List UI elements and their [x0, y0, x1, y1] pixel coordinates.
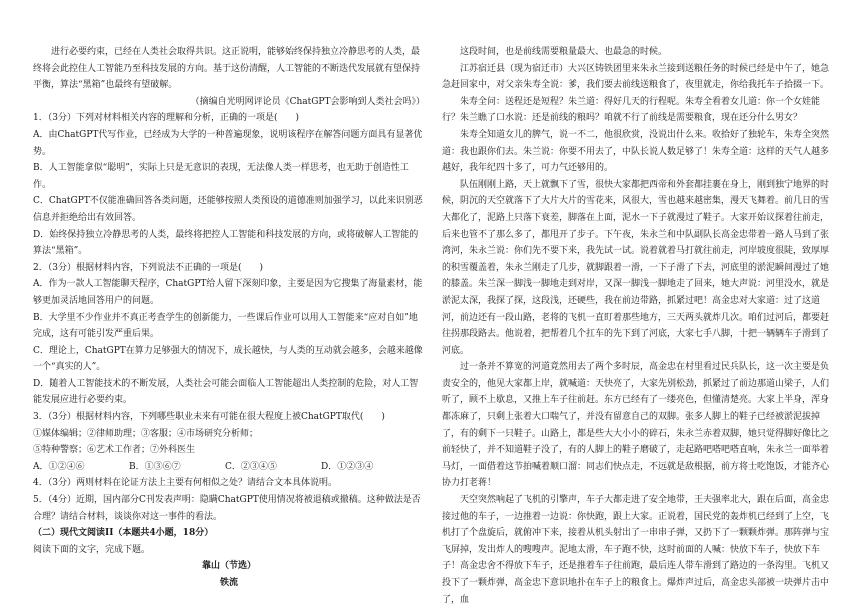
q3-choice-c: C．②③④⑤ — [225, 461, 277, 472]
section-heading: （二）现代文阅读II（本题共4小题，18分） — [33, 528, 214, 539]
q4-question: 4．（3分）两则材料在论证方法上主要有何相似之处？请结合文本具体说明。 — [33, 478, 337, 489]
q3-choice-d: D．①②③④ — [321, 461, 374, 472]
q1-option-a: A．由ChatGPT代写作业，已经成为大学的一种普遍现象，说明该程序在解答问题方面具有显著优势。 — [33, 129, 423, 157]
story-paragraph: 天空突然响起了飞机的引擎声，车子大都走进了安全地带，王夫强率北大，跟在后面，高金忠接过他的车子，一边推着一边说：你快跑，跟上大家。正说着，国民党的轰炸机已经到了上空，飞机打了个盘旋后，就俯冲下来，接着从机头射出了一串串子弹，又扔下了一颗颗炸弹。那阵弹与宝飞屏掉，发出炸人的嗖嗖声。泥地太滑，车子跑不快，这时前面的人喊：快放下车子，快放下车子！高金忠舍不得放下车子，还是推着车子往前跑，最后连人带车滑到了路边的一条沟里。飞机又投下了一颗炸弹，高金忠下意识地扑在车子上的粮食上。爆炸声过后，高金忠头部被一块弹片击中了，血 — [442, 495, 830, 605]
q2-option-d: D．随着人工智能技术的不断发展，人类社会可能会面临人工智能超出人类控制的危险，对人工智能发展应进行必要约束。 — [33, 378, 419, 406]
passage-title: 靠山（节选） — [201, 561, 256, 572]
q1-stem: 1．（3分）下列对材料相关内容的理解和分析，正确的一项是( ) — [33, 113, 299, 124]
q2-option-b: B．大学里不少作业并不真正考查学生的创新能力，一些课后作业可以用人工智能来“应对自如”地完成，这有可能引发严重后果。 — [33, 312, 418, 340]
passage-author: 铁流 — [219, 578, 238, 588]
q3-choices — [33, 459, 425, 476]
q2-option-c: C．理论上，ChatGPT在算力足够强大的情况下，成长越快，与人类的互动就会越多，会越来越像一个“真实的人”。 — [33, 345, 423, 373]
q3-items-line2: ⑤特种警察；⑥艺术工作者；⑦外科医生 — [33, 445, 196, 456]
story-paragraph: 过一条并不算宽的河道竟然用去了两个多时辰，高金忠在村里看过民兵队长，这一次主要是负责安全的，他见大家都上岸，就喊道：天快亮了，大家先别松劲，抓紧过了前边那道山梁子，人们听了，顾不上歇息，又推上车子往前赶。东方已经有了一缕亮色，但懂清楚亮。大家上半身，浑身都冻麻了，只剩上张着大口喘气了，并没有留意自己的双脚。张多人脚上的鞋子已经被淤泥拔掉了，有的剩下一只鞋子。山路上，都是些大大小小的碎石，朱永兰赤着双脚，她只觉得脚好像比之前轻快了，并不知道鞋子没了，有的人脚上的鞋子磨破了，走起路吧嗒吧嗒直响，朱永兰一面举着马灯，一面借着这节拍喊着顺口溜：同志们快点走，不远就是敌根据，前方将士吃饱饭，才能齐心协力打老蒋！ — [442, 362, 830, 489]
story-paragraph: 队伍刚刚上路，天上就飘下了雪，很快大家都把西帝和外套都挂裹在身上，刚到独宁地界的时候，阴沉的天空就落下了大片大片的雪花来，风很大，雪也越来越密集，漫天飞舞着。前几日的雪大都化了，泥路上只落下衰差，脚落在上面，泥水一下子就漫过了鞋子。大家开始议探着往前走，后来也管不了那么多了，都甩开了步子。下午夜，朱永兰和中队副队长高金忠带着一路人马到了张湾河，朱永兰说：你们先不要下来，我先试一试。说着就着马打就往前走，河岸坡度很陡，致厚厚的积雪覆盖着，朱永兰刚走了几步，就脚跟着一滑，一下子滑了下去，河底里的淤泥瞬间漫过了她的膝盖。朱兰深一脚浅一脚地走到对岸，又深一脚浅一脚地走了回来，她大声说：河里没水，就是淤泥太深，我探了探，这段浅，还硬些，我在前边带路，抓紧过吧！高金忠对大家道：过了这道河，前边还有一段山路，老将的飞机一直盯着那些地方，三天两头就炸几次。咱们过河后，都要赶往拐那段路去。他说着，把帮着几个扛车的先下到了河底，大家七手八脚，十把一辆辆车子滑到了河底。 — [442, 179, 830, 356]
q1-option-b: B．人工智能拿似“聪明”，实际上只是无意识的表现，无法像人类一样思考，也无助于创造性工作。 — [33, 163, 409, 190]
q1-option-d: D．始终保持独立冷静思考的人类，最终将把控人工智能和科技发展的方向，或将破解人工智能的算法“黑箱”。 — [33, 229, 419, 257]
left-column — [33, 44, 425, 592]
q5-question: 5．（4分）近期，国内部分C刊发表声明：隐瞒ChatGPT使用情况将被退稿或撤稿。这种做法是否合理？请结合材料，谈谈你对这一事件的看法。 — [33, 495, 421, 522]
reading-instruction: 阅读下面的文字，完成下题。 — [33, 544, 151, 555]
story-paragraph: 朱寿全知道女儿的脾气，说一不二，他很欣赏，没说出什么来。收拾好了独轮车，朱寿全突然道：我也跟你们去。朱兰说：你要不用去了，中队长说人数足够了！朱寿全道：这样的天气人越多越好，我年纪四十多了，可力气还够用的。 — [442, 129, 830, 174]
q2-stem: 2．（3分）根据材料内容，下列说法不正确的一项是( ) — [33, 262, 263, 273]
q3-choice-a: A．①②④⑥ — [33, 461, 85, 472]
intro-paragraph: 进行必要约束，已经在人类社会取得共识。这正说明，能够始终保持独立冷静思考的人类，最终将会此控住人工智能乃至科技发展的方向。基于这份清醒，人工智能的不断迭代发展就有望保持平衡，算法“黑箱”也最终有望破解。 — [33, 47, 421, 91]
story-paragraph: 朱寿全问：送程还是短程？朱兰道：得好几天的行程呢。朱寿全看着女儿道：你一个女娃能行？朱兰瞧了口水说：还是前线的粮吗？咱就不行了前线是需要粮食，现在还分什么男女？ — [442, 96, 821, 124]
right-column — [442, 44, 834, 608]
q3-choice-b: B．①③⑥⑦ — [129, 461, 181, 472]
q3-stem: 3．（3分）根据材料内容，下列哪些职业未来有可能在很大程度上被ChatGPT取代( ) — [33, 412, 385, 423]
story-paragraph: 这段时间，也是前线需要粮量最大、也最急的时候。 — [460, 47, 668, 57]
q1-option-c: C．ChatGPT不仅能准确回答各类问题，还能够按照人类预设的道德准则加强学习，以此来识别恶信息并拒绝给出有效回答。 — [33, 196, 423, 223]
story-paragraph: 江苏宿迁县（现为宿迁市）大兴区铸铁团里来朱永兰接到送粮任务的时候已经是中午了，她急急赶回家中，对父亲朱寿全说：爹，我们要去前线送粮食了，夜里就走，你给我托车子拾掇一下。 — [442, 63, 830, 91]
q2-option-a: A．作为一款人工智能聊天程序，ChatGPT给人留下深刻印象，主要是因为它搜集了海量素材，能够更加灵活地回答用户的问题。 — [33, 279, 423, 306]
q3-items-line1: ①媒体编辑；②律师助理；③客服；④市场研究分析师； — [33, 428, 259, 439]
source-citation: （摘编自光明网评论员《ChatGPT会影响到人类社会吗》） — [190, 96, 425, 107]
